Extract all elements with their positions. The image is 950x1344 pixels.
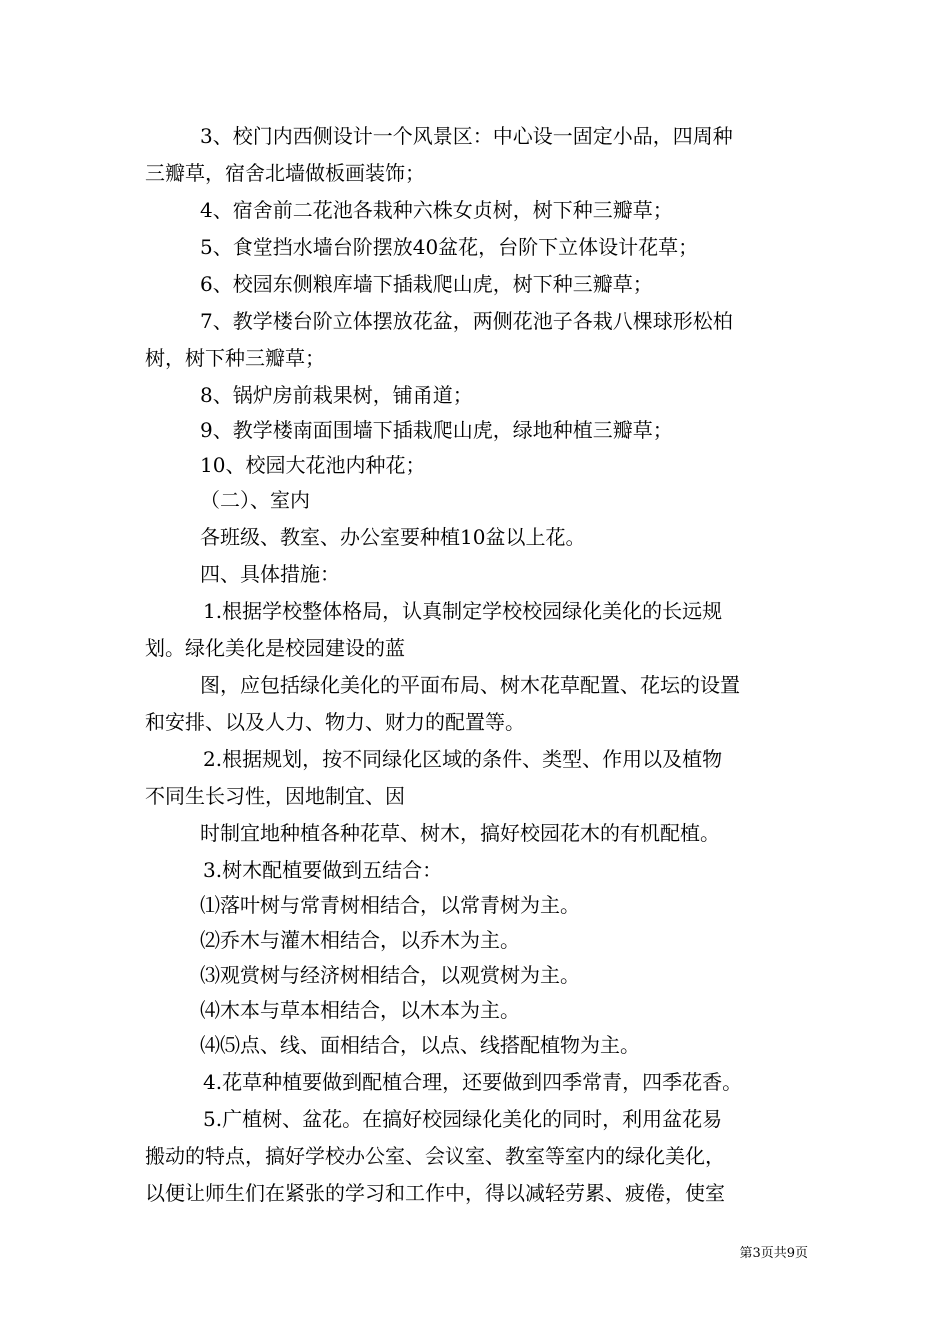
list-item: ⑶观赏树与经济树相结合，以观赏树为主。 xyxy=(200,963,580,987)
paragraph-line: 1.根据学校整体格局，认真制定学校校园绿化美化的长远规 xyxy=(203,599,723,623)
paragraph-line: 时制宜地种植各种花草、树木，搞好校园花木的有机配植。 xyxy=(200,821,720,845)
paragraph-line: 划。绿化美化是校园建设的蓝 xyxy=(145,636,405,660)
paragraph-line: 7、教学楼台阶立体摆放花盆，两侧花池子各栽八棵球形松柏 xyxy=(200,309,733,333)
page-number: 第3页共9页 xyxy=(739,1246,808,1261)
list-item: ⑷⑸点、线、面相结合，以点、线搭配植物为主。 xyxy=(200,1033,640,1057)
paragraph-line: 以便让师生们在紧张的学习和工作中，得以减轻劳累、疲倦，使室 xyxy=(145,1181,725,1205)
list-item: ⑷木本与草本相结合，以木本为主。 xyxy=(200,998,520,1022)
paragraph-line: 3、校门内西侧设计一个风景区：中心设一固定小品，四周种 xyxy=(200,124,733,148)
list-item: ⑵乔木与灌木相结合，以乔木为主。 xyxy=(200,928,520,952)
paragraph-line: 2.根据规划，按不同绿化区域的条件、类型、作用以及植物 xyxy=(203,747,723,771)
paragraph-line: 三瓣草，宿舍北墙做板画装饰； xyxy=(145,161,425,185)
paragraph-line: 树，树下种三瓣草； xyxy=(145,346,325,370)
paragraph-line: 图，应包括绿化美化的平面布局、树木花草配置、花坛的设置 xyxy=(200,673,740,697)
list-item: ⑴落叶树与常青树相结合，以常青树为主。 xyxy=(200,893,580,917)
paragraph-line: 和安排、以及人力、物力、财力的配置等。 xyxy=(145,710,525,734)
paragraph-line: 5、食堂挡水墙台阶摆放40盆花，台阶下立体设计花草； xyxy=(200,235,699,259)
paragraph-line: 各班级、教室、办公室要种植10盆以上花。 xyxy=(200,525,586,549)
paragraph-line: 5.广植树、盆花。在搞好校园绿化美化的同时，利用盆花易 xyxy=(203,1107,723,1131)
paragraph-line: 9、教学楼南面围墙下插栽爬山虎，绿地种植三瓣草； xyxy=(200,418,673,442)
section-heading: 四、具体措施： xyxy=(200,562,340,586)
paragraph-line: 3.树木配植要做到五结合： xyxy=(203,858,443,882)
paragraph-line: 10、校园大花池内种花； xyxy=(200,453,426,477)
paragraph-line: 6、校园东侧粮库墙下插栽爬山虎，树下种三瓣草； xyxy=(200,272,653,296)
paragraph-line: 8、锅炉房前栽果树，铺甬道； xyxy=(200,383,473,407)
paragraph-line: 不同生长习性，因地制宜、因 xyxy=(145,784,405,808)
paragraph-line: 搬动的特点，搞好学校办公室、会议室、教室等室内的绿化美化， xyxy=(145,1144,725,1168)
paragraph-line: 4.花草种植要做到配植合理，还要做到四季常青，四季花香。 xyxy=(203,1070,743,1094)
section-heading: （二）、室内 xyxy=(200,488,310,512)
paragraph-line: 4、宿舍前二花池各栽种六株女贞树，树下种三瓣草； xyxy=(200,198,673,222)
